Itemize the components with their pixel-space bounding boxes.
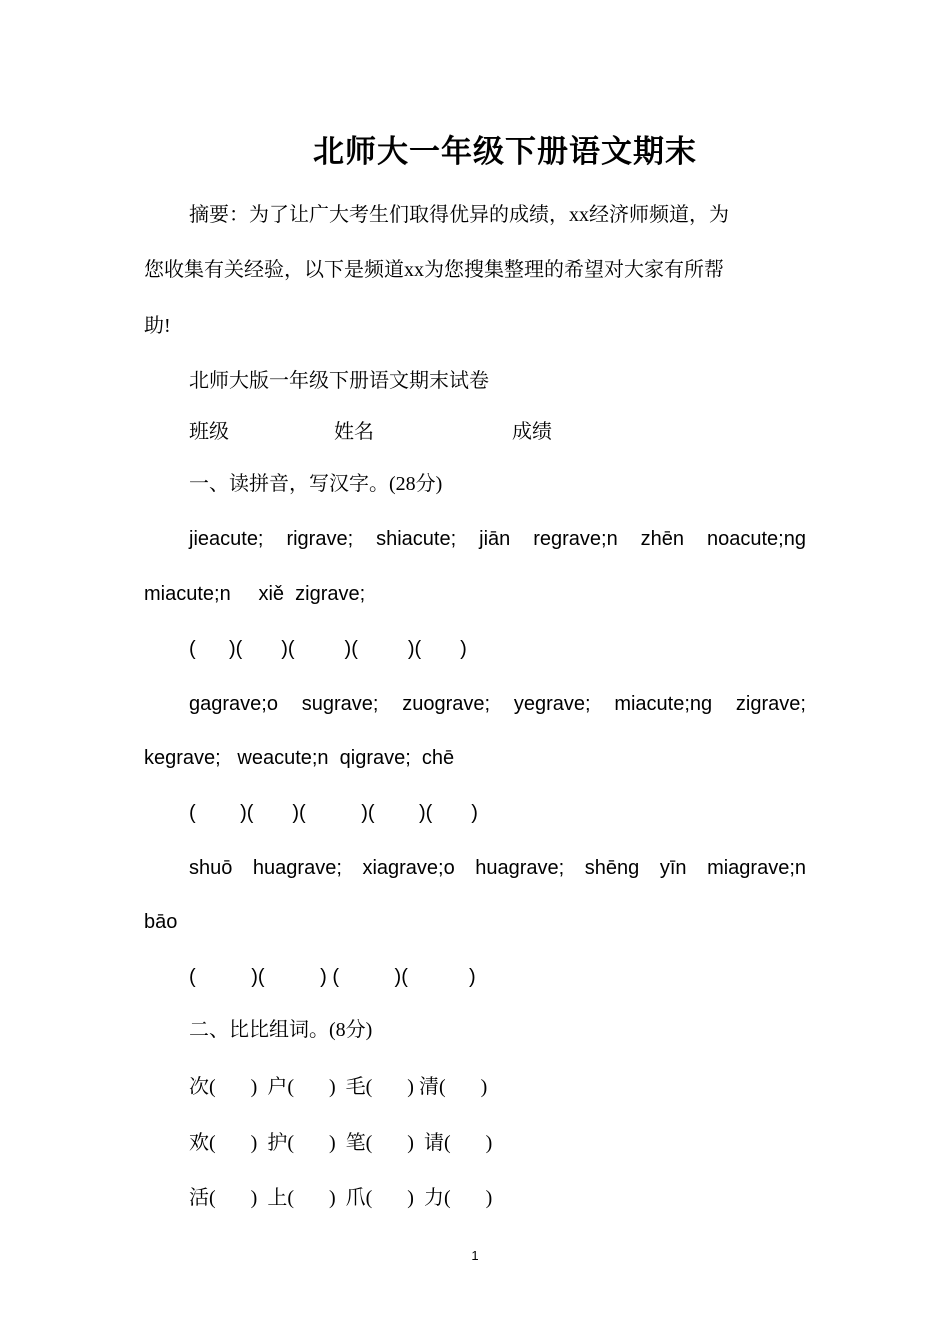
answer-blanks-2: ( )( )( )( )( ) <box>189 802 478 824</box>
pinyin-group1-line1 <box>189 525 806 553</box>
answer-blanks-1: ( )( )( )( )( ) <box>189 638 467 660</box>
word-group-row: 欢( ) 护( ) 笔( ) 请( ) <box>189 1132 493 1154</box>
name-label: 姓名 <box>334 421 374 443</box>
pinyin-word: miagrave;n <box>707 857 806 879</box>
pinyin-word: yīn <box>659 857 687 879</box>
pinyin-word: rigrave; <box>286 528 354 550</box>
abstract-line-2: 您收集有关经验，以下是频道xx为您搜集整理的希望对大家有所帮 <box>144 259 724 281</box>
exam-subtitle: 北师大版一年级下册语文期末试卷 <box>189 370 489 392</box>
pinyin-word: xiagrave;o <box>362 857 455 879</box>
section2-heading: 二、比比组词。(8分) <box>189 1019 373 1041</box>
word-group-row: 活( ) 上( ) 爪( ) 力( ) <box>189 1187 493 1209</box>
pinyin-word: regrave;n <box>533 528 618 550</box>
score-label: 成绩 <box>512 421 552 443</box>
abstract-line-1: 摘要：为了让广大考生们取得优异的成绩，xx经济师频道，为 <box>189 204 729 226</box>
pinyin-word: zhēn <box>640 528 685 550</box>
pinyin-word: gagrave;o <box>189 693 278 715</box>
pinyin-word: shiacute; <box>376 528 457 550</box>
pinyin-word: jiān <box>479 528 511 550</box>
page-number: 1 <box>471 1248 479 1263</box>
pinyin-word: noacute;ng <box>707 528 806 550</box>
class-label: 班级 <box>189 421 229 443</box>
pinyin-word: miacute;ng <box>614 693 713 715</box>
pinyin-group2-line2: kegrave; weacute;n qigrave; chē <box>144 747 455 769</box>
pinyin-word: huagrave; <box>252 857 342 879</box>
pinyin-word: shēng <box>584 857 640 879</box>
pinyin-word: jieacute; <box>189 528 264 550</box>
word-group-row: 次( ) 户( ) 毛( ) 清( ) <box>189 1076 488 1098</box>
pinyin-word: zuograve; <box>402 693 491 715</box>
pinyin-group1-line2: miacute;n xiě zigrave; <box>144 583 366 605</box>
pinyin-word: zigrave; <box>735 693 806 715</box>
pinyin-group3-line2: bāo <box>144 911 178 933</box>
answer-blanks-3: ( )( ) ( )( ) <box>189 966 476 988</box>
page-title: 北师大一年级下册语文期末 <box>313 134 697 169</box>
pinyin-word: yegrave; <box>513 693 591 715</box>
pinyin-word: huagrave; <box>475 857 565 879</box>
pinyin-group2-line1 <box>189 690 806 718</box>
pinyin-word: sugrave; <box>301 693 379 715</box>
pinyin-group3-line1 <box>189 854 806 882</box>
section1-heading: 一、读拼音，写汉字。(28分) <box>189 473 443 495</box>
pinyin-word: shuō <box>189 857 233 879</box>
abstract-line-3: 助! <box>144 315 171 337</box>
